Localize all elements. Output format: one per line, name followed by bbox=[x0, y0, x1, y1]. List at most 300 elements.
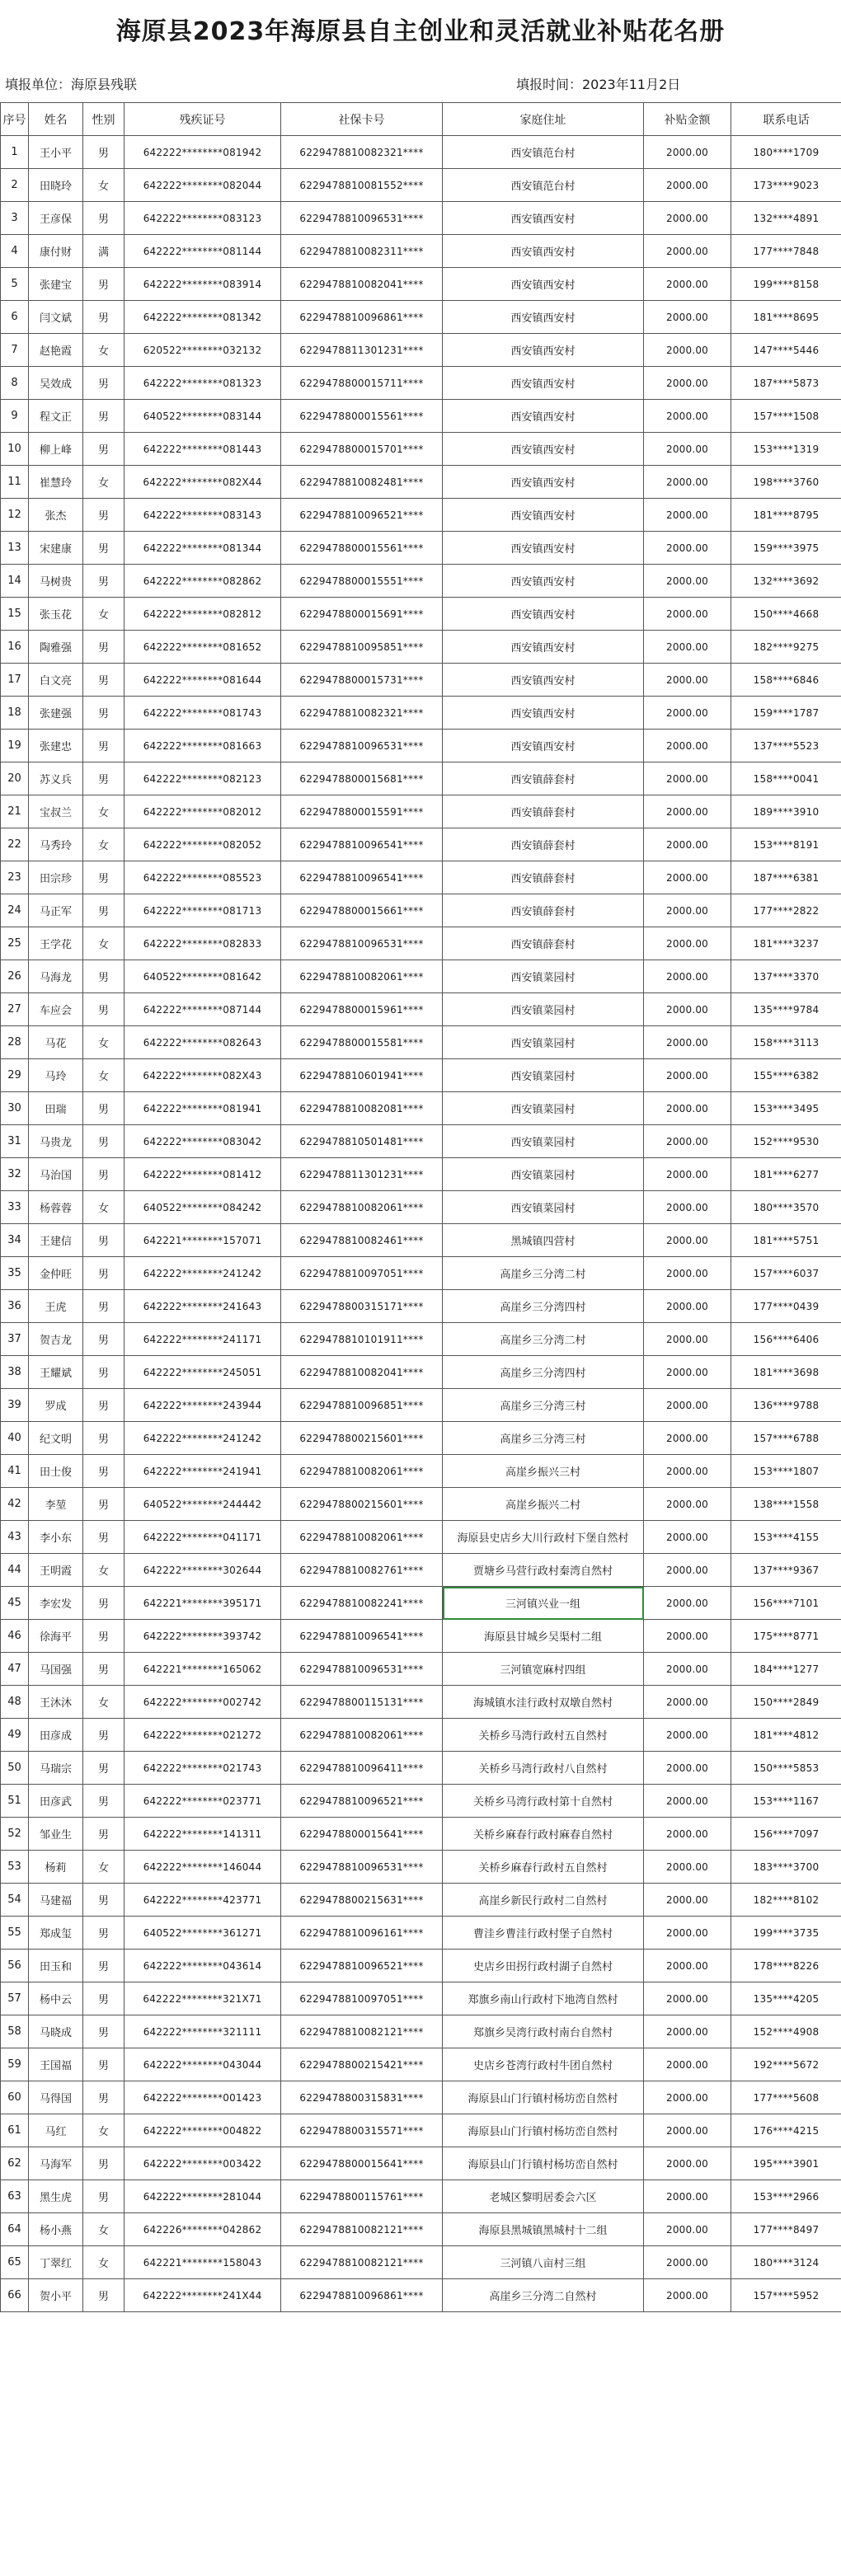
cell-address[interactable]: 三河镇八亩村三组 bbox=[443, 2246, 644, 2279]
cell-subsidy-amount[interactable]: 2000.00 bbox=[644, 235, 731, 268]
cell-disability-id[interactable]: 642222********082833 bbox=[125, 927, 281, 960]
cell-disability-id[interactable]: 640522********244442 bbox=[125, 1488, 281, 1521]
cell-phone[interactable]: 158****6846 bbox=[731, 664, 841, 697]
cell-name[interactable]: 张建忠 bbox=[29, 730, 83, 762]
cell-disability-id[interactable]: 642222********082X43 bbox=[125, 1059, 281, 1092]
cell-subsidy-amount[interactable]: 2000.00 bbox=[644, 2015, 731, 2048]
cell-address[interactable]: 西安镇范台村 bbox=[443, 136, 644, 169]
cell-phone[interactable]: 198****3760 bbox=[731, 466, 841, 499]
cell-gender[interactable]: 男 bbox=[83, 1323, 125, 1356]
header-disability-id[interactable]: 残疾证号 bbox=[125, 103, 281, 136]
cell-social-security-card[interactable]: 6229478810082311**** bbox=[281, 235, 443, 268]
cell-index[interactable]: 15 bbox=[1, 598, 29, 631]
cell-phone[interactable]: 181****5751 bbox=[731, 1224, 841, 1257]
cell-address[interactable]: 高崖乡三分湾二自然村 bbox=[443, 2279, 644, 2312]
cell-name[interactable]: 田士俊 bbox=[29, 1455, 83, 1488]
cell-subsidy-amount[interactable]: 2000.00 bbox=[644, 1587, 731, 1620]
cell-phone[interactable]: 184****1277 bbox=[731, 1653, 841, 1686]
cell-phone[interactable]: 199****3735 bbox=[731, 1917, 841, 1950]
cell-index[interactable]: 9 bbox=[1, 400, 29, 433]
cell-index[interactable]: 8 bbox=[1, 367, 29, 400]
cell-disability-id[interactable]: 642222********082X44 bbox=[125, 466, 281, 499]
cell-social-security-card[interactable]: 6229478800315571**** bbox=[281, 2114, 443, 2147]
cell-name[interactable]: 杨蓉蓉 bbox=[29, 1191, 83, 1224]
header-social-security-card[interactable]: 社保卡号 bbox=[281, 103, 443, 136]
cell-disability-id[interactable]: 642222********281044 bbox=[125, 2180, 281, 2213]
cell-name[interactable]: 贺吉龙 bbox=[29, 1323, 83, 1356]
cell-subsidy-amount[interactable]: 2000.00 bbox=[644, 301, 731, 334]
cell-subsidy-amount[interactable]: 2000.00 bbox=[644, 1488, 731, 1521]
cell-gender[interactable]: 男 bbox=[83, 1620, 125, 1653]
cell-phone[interactable]: 136****9788 bbox=[731, 1389, 841, 1422]
cell-gender[interactable]: 男 bbox=[83, 1950, 125, 1982]
cell-gender[interactable]: 男 bbox=[83, 960, 125, 993]
cell-subsidy-amount[interactable]: 2000.00 bbox=[644, 433, 731, 466]
cell-disability-id[interactable]: 642222********081942 bbox=[125, 136, 281, 169]
cell-address[interactable]: 高崖乡三分湾四村 bbox=[443, 1290, 644, 1323]
cell-disability-id[interactable]: 642221********165062 bbox=[125, 1653, 281, 1686]
cell-index[interactable]: 34 bbox=[1, 1224, 29, 1257]
cell-phone[interactable]: 173****9023 bbox=[731, 169, 841, 202]
cell-disability-id[interactable]: 640522********084242 bbox=[125, 1191, 281, 1224]
cell-address[interactable]: 西安镇西安村 bbox=[443, 664, 644, 697]
cell-index[interactable]: 55 bbox=[1, 1917, 29, 1950]
cell-gender[interactable]: 女 bbox=[83, 1191, 125, 1224]
cell-social-security-card[interactable]: 6229478810082061**** bbox=[281, 960, 443, 993]
cell-subsidy-amount[interactable]: 2000.00 bbox=[644, 1026, 731, 1059]
cell-index[interactable]: 63 bbox=[1, 2180, 29, 2213]
cell-index[interactable]: 21 bbox=[1, 795, 29, 828]
cell-social-security-card[interactable]: 6229478810096541**** bbox=[281, 828, 443, 861]
cell-subsidy-amount[interactable]: 2000.00 bbox=[644, 1257, 731, 1290]
cell-social-security-card[interactable]: 6229478800015591**** bbox=[281, 795, 443, 828]
cell-disability-id[interactable]: 642222********087144 bbox=[125, 993, 281, 1026]
cell-disability-id[interactable]: 642222********321X71 bbox=[125, 1982, 281, 2015]
cell-address[interactable]: 西安镇西安村 bbox=[443, 367, 644, 400]
cell-gender[interactable]: 男 bbox=[83, 1356, 125, 1389]
cell-index[interactable]: 24 bbox=[1, 894, 29, 927]
cell-address[interactable]: 关桥乡马湾行政村八自然村 bbox=[443, 1752, 644, 1785]
cell-gender[interactable]: 男 bbox=[83, 1422, 125, 1455]
cell-index[interactable]: 40 bbox=[1, 1422, 29, 1455]
cell-gender[interactable]: 男 bbox=[83, 1884, 125, 1917]
cell-gender[interactable]: 男 bbox=[83, 1818, 125, 1851]
cell-name[interactable]: 柳上峰 bbox=[29, 433, 83, 466]
cell-social-security-card[interactable]: 6229478800215631**** bbox=[281, 1884, 443, 1917]
cell-address[interactable]: 西安镇范台村 bbox=[443, 169, 644, 202]
cell-social-security-card[interactable]: 6229478810082061**** bbox=[281, 1191, 443, 1224]
cell-social-security-card[interactable]: 6229478810096861**** bbox=[281, 2279, 443, 2312]
cell-subsidy-amount[interactable]: 2000.00 bbox=[644, 1389, 731, 1422]
cell-address[interactable]: 西安镇西安村 bbox=[443, 697, 644, 730]
cell-address[interactable]: 海原县黑城镇黑城村十二组 bbox=[443, 2213, 644, 2246]
cell-phone[interactable]: 156****7101 bbox=[731, 1587, 841, 1620]
cell-gender[interactable]: 女 bbox=[83, 1686, 125, 1719]
cell-name[interactable]: 郑成玺 bbox=[29, 1917, 83, 1950]
cell-subsidy-amount[interactable]: 2000.00 bbox=[644, 1455, 731, 1488]
cell-gender[interactable]: 男 bbox=[83, 2015, 125, 2048]
cell-index[interactable]: 19 bbox=[1, 730, 29, 762]
cell-phone[interactable]: 153****4155 bbox=[731, 1521, 841, 1554]
cell-subsidy-amount[interactable]: 2000.00 bbox=[644, 1521, 731, 1554]
cell-disability-id[interactable]: 642222********081941 bbox=[125, 1092, 281, 1125]
cell-subsidy-amount[interactable]: 2000.00 bbox=[644, 762, 731, 795]
cell-phone[interactable]: 177****2822 bbox=[731, 894, 841, 927]
cell-phone[interactable]: 153****2966 bbox=[731, 2180, 841, 2213]
cell-disability-id[interactable]: 642222********146044 bbox=[125, 1851, 281, 1884]
cell-name[interactable]: 贺小平 bbox=[29, 2279, 83, 2312]
cell-social-security-card[interactable]: 6229478800115131**** bbox=[281, 1686, 443, 1719]
cell-subsidy-amount[interactable]: 2000.00 bbox=[644, 367, 731, 400]
cell-disability-id[interactable]: 642222********081644 bbox=[125, 664, 281, 697]
header-subsidy-amount[interactable]: 补贴金额 bbox=[644, 103, 731, 136]
cell-gender[interactable]: 男 bbox=[83, 1092, 125, 1125]
cell-gender[interactable]: 男 bbox=[83, 894, 125, 927]
cell-disability-id[interactable]: 642222********082052 bbox=[125, 828, 281, 861]
cell-social-security-card[interactable]: 6229478800215601**** bbox=[281, 1422, 443, 1455]
cell-gender[interactable]: 女 bbox=[83, 2213, 125, 2246]
cell-gender[interactable]: 男 bbox=[83, 202, 125, 235]
cell-subsidy-amount[interactable]: 2000.00 bbox=[644, 664, 731, 697]
cell-name[interactable]: 马正军 bbox=[29, 894, 83, 927]
cell-name[interactable]: 张玉花 bbox=[29, 598, 83, 631]
cell-social-security-card[interactable]: 6229478810082481**** bbox=[281, 466, 443, 499]
cell-address[interactable]: 西安镇菜园村 bbox=[443, 1125, 644, 1158]
cell-address[interactable]: 西安镇西安村 bbox=[443, 598, 644, 631]
cell-disability-id[interactable]: 642222********393742 bbox=[125, 1620, 281, 1653]
cell-subsidy-amount[interactable]: 2000.00 bbox=[644, 1950, 731, 1982]
cell-disability-id[interactable]: 642222********043614 bbox=[125, 1950, 281, 1982]
cell-phone[interactable]: 178****8226 bbox=[731, 1950, 841, 1982]
cell-disability-id[interactable]: 642221********395171 bbox=[125, 1587, 281, 1620]
cell-subsidy-amount[interactable]: 2000.00 bbox=[644, 1356, 731, 1389]
cell-address[interactable]: 西安镇薛套村 bbox=[443, 927, 644, 960]
cell-name[interactable]: 杨小燕 bbox=[29, 2213, 83, 2246]
cell-disability-id[interactable]: 642222********041171 bbox=[125, 1521, 281, 1554]
cell-subsidy-amount[interactable]: 2000.00 bbox=[644, 730, 731, 762]
cell-address[interactable]: 郑旗乡吴湾行政村南台自然村 bbox=[443, 2015, 644, 2048]
cell-address[interactable]: 西安镇西安村 bbox=[443, 466, 644, 499]
cell-gender[interactable]: 女 bbox=[83, 466, 125, 499]
cell-name[interactable]: 苏义兵 bbox=[29, 762, 83, 795]
cell-social-security-card[interactable]: 6229478810096521**** bbox=[281, 499, 443, 532]
cell-phone[interactable]: 138****1558 bbox=[731, 1488, 841, 1521]
cell-phone[interactable]: 187****5873 bbox=[731, 367, 841, 400]
cell-gender[interactable]: 男 bbox=[83, 2180, 125, 2213]
cell-phone[interactable]: 153****1167 bbox=[731, 1785, 841, 1818]
cell-phone[interactable]: 150****5853 bbox=[731, 1752, 841, 1785]
cell-name[interactable]: 李宏发 bbox=[29, 1587, 83, 1620]
cell-subsidy-amount[interactable]: 2000.00 bbox=[644, 1059, 731, 1092]
cell-gender[interactable]: 男 bbox=[83, 1290, 125, 1323]
cell-subsidy-amount[interactable]: 2000.00 bbox=[644, 532, 731, 565]
cell-name[interactable]: 杨中云 bbox=[29, 1982, 83, 2015]
cell-social-security-card[interactable]: 6229478810096521**** bbox=[281, 1950, 443, 1982]
cell-index[interactable]: 31 bbox=[1, 1125, 29, 1158]
cell-phone[interactable]: 147****5446 bbox=[731, 334, 841, 367]
cell-index[interactable]: 47 bbox=[1, 1653, 29, 1686]
cell-subsidy-amount[interactable]: 2000.00 bbox=[644, 2180, 731, 2213]
cell-disability-id[interactable]: 642222********023771 bbox=[125, 1785, 281, 1818]
cell-index[interactable]: 17 bbox=[1, 664, 29, 697]
cell-name[interactable]: 崔慧玲 bbox=[29, 466, 83, 499]
cell-social-security-card[interactable]: 6229478800315171**** bbox=[281, 1290, 443, 1323]
cell-subsidy-amount[interactable]: 2000.00 bbox=[644, 993, 731, 1026]
cell-index[interactable]: 45 bbox=[1, 1587, 29, 1620]
cell-disability-id[interactable]: 642222********241941 bbox=[125, 1455, 281, 1488]
cell-subsidy-amount[interactable]: 2000.00 bbox=[644, 2048, 731, 2081]
cell-name[interactable]: 马治国 bbox=[29, 1158, 83, 1191]
cell-index[interactable]: 33 bbox=[1, 1191, 29, 1224]
cell-address[interactable]: 海原县山门行镇村杨坊峦自然村 bbox=[443, 2147, 644, 2180]
cell-name[interactable]: 丁翠红 bbox=[29, 2246, 83, 2279]
cell-social-security-card[interactable]: 6229478810082321**** bbox=[281, 136, 443, 169]
cell-disability-id[interactable]: 642222********081412 bbox=[125, 1158, 281, 1191]
cell-phone[interactable]: 189****3910 bbox=[731, 795, 841, 828]
cell-index[interactable]: 5 bbox=[1, 268, 29, 301]
cell-subsidy-amount[interactable]: 2000.00 bbox=[644, 960, 731, 993]
cell-address[interactable]: 西安镇薛套村 bbox=[443, 828, 644, 861]
cell-phone[interactable]: 137****9367 bbox=[731, 1554, 841, 1587]
cell-address[interactable]: 西安镇西安村 bbox=[443, 301, 644, 334]
cell-social-security-card[interactable]: 6229478800015641**** bbox=[281, 2147, 443, 2180]
cell-subsidy-amount[interactable]: 2000.00 bbox=[644, 2213, 731, 2246]
cell-gender[interactable]: 女 bbox=[83, 169, 125, 202]
cell-name[interactable]: 车应会 bbox=[29, 993, 83, 1026]
cell-index[interactable]: 43 bbox=[1, 1521, 29, 1554]
cell-index[interactable]: 52 bbox=[1, 1818, 29, 1851]
cell-social-security-card[interactable]: 6229478800015711**** bbox=[281, 367, 443, 400]
cell-name[interactable]: 马秀玲 bbox=[29, 828, 83, 861]
cell-phone[interactable]: 135****9784 bbox=[731, 993, 841, 1026]
cell-name[interactable]: 邹业生 bbox=[29, 1818, 83, 1851]
cell-social-security-card[interactable]: 6229478810096411**** bbox=[281, 1752, 443, 1785]
cell-name[interactable]: 李小东 bbox=[29, 1521, 83, 1554]
cell-gender[interactable]: 男 bbox=[83, 2081, 125, 2114]
cell-subsidy-amount[interactable]: 2000.00 bbox=[644, 2147, 731, 2180]
cell-phone[interactable]: 181****3237 bbox=[731, 927, 841, 960]
cell-disability-id[interactable]: 642222********241242 bbox=[125, 1422, 281, 1455]
cell-disability-id[interactable]: 642222********241171 bbox=[125, 1323, 281, 1356]
cell-disability-id[interactable]: 642222********241242 bbox=[125, 1257, 281, 1290]
cell-gender[interactable]: 男 bbox=[83, 1521, 125, 1554]
cell-phone[interactable]: 180****3570 bbox=[731, 1191, 841, 1224]
cell-index[interactable]: 7 bbox=[1, 334, 29, 367]
cell-name[interactable]: 田玉和 bbox=[29, 1950, 83, 1982]
cell-name[interactable]: 王小平 bbox=[29, 136, 83, 169]
cell-disability-id[interactable]: 642221********157071 bbox=[125, 1224, 281, 1257]
cell-gender[interactable]: 男 bbox=[83, 993, 125, 1026]
cell-gender[interactable]: 男 bbox=[83, 268, 125, 301]
cell-subsidy-amount[interactable]: 2000.00 bbox=[644, 2279, 731, 2312]
cell-phone[interactable]: 180****3124 bbox=[731, 2246, 841, 2279]
cell-index[interactable]: 64 bbox=[1, 2213, 29, 2246]
cell-index[interactable]: 42 bbox=[1, 1488, 29, 1521]
cell-phone[interactable]: 157****6788 bbox=[731, 1422, 841, 1455]
cell-disability-id[interactable]: 642222********081713 bbox=[125, 894, 281, 927]
cell-social-security-card[interactable]: 6229478810096161**** bbox=[281, 1917, 443, 1950]
cell-address[interactable]: 西安镇菜园村 bbox=[443, 1191, 644, 1224]
cell-index[interactable]: 4 bbox=[1, 235, 29, 268]
cell-index[interactable]: 13 bbox=[1, 532, 29, 565]
cell-subsidy-amount[interactable]: 2000.00 bbox=[644, 795, 731, 828]
cell-social-security-card[interactable]: 6229478811301231**** bbox=[281, 334, 443, 367]
cell-index[interactable]: 16 bbox=[1, 631, 29, 664]
cell-address[interactable]: 西安镇菜园村 bbox=[443, 993, 644, 1026]
cell-index[interactable]: 29 bbox=[1, 1059, 29, 1092]
cell-address[interactable]: 海原县史店乡大川行政村下堡自然村 bbox=[443, 1521, 644, 1554]
cell-disability-id[interactable]: 642222********085523 bbox=[125, 861, 281, 894]
cell-address[interactable]: 西安镇西安村 bbox=[443, 631, 644, 664]
cell-subsidy-amount[interactable]: 2000.00 bbox=[644, 861, 731, 894]
cell-subsidy-amount[interactable]: 2000.00 bbox=[644, 1125, 731, 1158]
cell-phone[interactable]: 153****8191 bbox=[731, 828, 841, 861]
cell-index[interactable]: 18 bbox=[1, 697, 29, 730]
cell-name[interactable]: 马国强 bbox=[29, 1653, 83, 1686]
cell-address[interactable]: 海原县山门行镇村杨坊峦自然村 bbox=[443, 2114, 644, 2147]
cell-address[interactable]: 西安镇菜园村 bbox=[443, 1059, 644, 1092]
cell-index[interactable]: 57 bbox=[1, 1982, 29, 2015]
cell-address[interactable]: 西安镇西安村 bbox=[443, 532, 644, 565]
cell-index[interactable]: 1 bbox=[1, 136, 29, 169]
cell-disability-id[interactable]: 642226********042862 bbox=[125, 2213, 281, 2246]
cell-gender[interactable]: 男 bbox=[83, 301, 125, 334]
cell-phone[interactable]: 157****6037 bbox=[731, 1257, 841, 1290]
cell-index[interactable]: 61 bbox=[1, 2114, 29, 2147]
cell-gender[interactable]: 男 bbox=[83, 565, 125, 598]
cell-gender[interactable]: 男 bbox=[83, 2147, 125, 2180]
cell-address[interactable]: 西安镇菜园村 bbox=[443, 1026, 644, 1059]
cell-social-security-card[interactable]: 6229478800015731**** bbox=[281, 664, 443, 697]
cell-address[interactable]: 西安镇西安村 bbox=[443, 202, 644, 235]
cell-phone[interactable]: 159****1787 bbox=[731, 697, 841, 730]
cell-name[interactable]: 马瑞宗 bbox=[29, 1752, 83, 1785]
cell-disability-id[interactable]: 642222********081144 bbox=[125, 235, 281, 268]
cell-index[interactable]: 12 bbox=[1, 499, 29, 532]
cell-disability-id[interactable]: 642222********083143 bbox=[125, 499, 281, 532]
cell-name[interactable]: 徐海平 bbox=[29, 1620, 83, 1653]
cell-social-security-card[interactable]: 6229478810082121**** bbox=[281, 2246, 443, 2279]
cell-index[interactable]: 49 bbox=[1, 1719, 29, 1752]
cell-name[interactable]: 王明霞 bbox=[29, 1554, 83, 1587]
cell-disability-id[interactable]: 642222********081443 bbox=[125, 433, 281, 466]
cell-social-security-card[interactable]: 6229478810097051**** bbox=[281, 1257, 443, 1290]
cell-address[interactable]: 西安镇西安村 bbox=[443, 268, 644, 301]
cell-index[interactable]: 35 bbox=[1, 1257, 29, 1290]
cell-social-security-card[interactable]: 6229478810101911**** bbox=[281, 1323, 443, 1356]
cell-social-security-card[interactable]: 6229478800015561**** bbox=[281, 400, 443, 433]
cell-disability-id[interactable]: 642222********021743 bbox=[125, 1752, 281, 1785]
cell-subsidy-amount[interactable]: 2000.00 bbox=[644, 1818, 731, 1851]
cell-name[interactable]: 宋建康 bbox=[29, 532, 83, 565]
cell-subsidy-amount[interactable]: 2000.00 bbox=[644, 927, 731, 960]
cell-phone[interactable]: 181****3698 bbox=[731, 1356, 841, 1389]
cell-index[interactable]: 22 bbox=[1, 828, 29, 861]
cell-name[interactable]: 张杰 bbox=[29, 499, 83, 532]
cell-social-security-card[interactable]: 6229478800015641**** bbox=[281, 1818, 443, 1851]
cell-name[interactable]: 田彦武 bbox=[29, 1785, 83, 1818]
cell-social-security-card[interactable]: 6229478810096541**** bbox=[281, 861, 443, 894]
cell-name[interactable]: 吴效成 bbox=[29, 367, 83, 400]
cell-social-security-card[interactable]: 6229478800015561**** bbox=[281, 532, 443, 565]
cell-disability-id[interactable]: 642222********081344 bbox=[125, 532, 281, 565]
cell-index[interactable]: 37 bbox=[1, 1323, 29, 1356]
cell-name[interactable]: 田彦成 bbox=[29, 1719, 83, 1752]
cell-name[interactable]: 杨莉 bbox=[29, 1851, 83, 1884]
cell-subsidy-amount[interactable]: 2000.00 bbox=[644, 400, 731, 433]
cell-gender[interactable]: 男 bbox=[83, 367, 125, 400]
cell-name[interactable]: 宝叔兰 bbox=[29, 795, 83, 828]
cell-gender[interactable]: 男 bbox=[83, 2048, 125, 2081]
cell-address[interactable]: 史店乡田拐行政村湖子自然村 bbox=[443, 1950, 644, 1982]
cell-subsidy-amount[interactable]: 2000.00 bbox=[644, 828, 731, 861]
cell-disability-id[interactable]: 642222********423771 bbox=[125, 1884, 281, 1917]
cell-phone[interactable]: 155****6382 bbox=[731, 1059, 841, 1092]
cell-index[interactable]: 53 bbox=[1, 1851, 29, 1884]
cell-address[interactable]: 老城区黎明居委会六区 bbox=[443, 2180, 644, 2213]
cell-gender[interactable]: 男 bbox=[83, 1257, 125, 1290]
cell-phone[interactable]: 153****3495 bbox=[731, 1092, 841, 1125]
cell-name[interactable]: 马树贵 bbox=[29, 565, 83, 598]
cell-gender[interactable]: 女 bbox=[83, 2114, 125, 2147]
cell-address[interactable]: 海城镇水洼行政村双墩自然村 bbox=[443, 1686, 644, 1719]
cell-gender[interactable]: 女 bbox=[83, 1026, 125, 1059]
cell-disability-id[interactable]: 642222********321111 bbox=[125, 2015, 281, 2048]
cell-index[interactable]: 2 bbox=[1, 169, 29, 202]
cell-gender[interactable]: 男 bbox=[83, 1719, 125, 1752]
cell-gender[interactable]: 女 bbox=[83, 1851, 125, 1884]
cell-social-security-card[interactable]: 6229478800015581**** bbox=[281, 1026, 443, 1059]
cell-disability-id[interactable]: 642222********245051 bbox=[125, 1356, 281, 1389]
cell-address[interactable]: 高崖乡新民行政村二自然村 bbox=[443, 1884, 644, 1917]
cell-address[interactable]: 西安镇菜园村 bbox=[443, 1158, 644, 1191]
cell-address[interactable]: 西安镇薛套村 bbox=[443, 795, 644, 828]
cell-social-security-card[interactable]: 6229478810096851**** bbox=[281, 1389, 443, 1422]
cell-phone[interactable]: 177****7848 bbox=[731, 235, 841, 268]
cell-phone[interactable]: 150****2849 bbox=[731, 1686, 841, 1719]
cell-disability-id[interactable]: 642222********043044 bbox=[125, 2048, 281, 2081]
cell-address[interactable]: 海原县甘城乡吴渠村二组 bbox=[443, 1620, 644, 1653]
cell-social-security-card[interactable]: 6229478810082121**** bbox=[281, 2213, 443, 2246]
cell-disability-id[interactable]: 642222********081663 bbox=[125, 730, 281, 762]
cell-subsidy-amount[interactable]: 2000.00 bbox=[644, 1290, 731, 1323]
cell-address[interactable]: 西安镇西安村 bbox=[443, 730, 644, 762]
cell-address[interactable]: 贾塘乡马营行政村秦湾自然村 bbox=[443, 1554, 644, 1587]
cell-disability-id[interactable]: 642222********083123 bbox=[125, 202, 281, 235]
cell-phone[interactable]: 137****5523 bbox=[731, 730, 841, 762]
cell-disability-id[interactable]: 620522********032132 bbox=[125, 334, 281, 367]
cell-address[interactable]: 关桥乡麻春行政村麻春自然村 bbox=[443, 1818, 644, 1851]
cell-social-security-card[interactable]: 6229478810082241**** bbox=[281, 1587, 443, 1620]
cell-address[interactable]: 西安镇菜园村 bbox=[443, 960, 644, 993]
cell-phone[interactable]: 156****6406 bbox=[731, 1323, 841, 1356]
cell-phone[interactable]: 181****4812 bbox=[731, 1719, 841, 1752]
cell-subsidy-amount[interactable]: 2000.00 bbox=[644, 598, 731, 631]
cell-gender[interactable]: 男 bbox=[83, 631, 125, 664]
cell-name[interactable]: 张建宝 bbox=[29, 268, 83, 301]
cell-gender[interactable]: 男 bbox=[83, 730, 125, 762]
cell-disability-id[interactable]: 642222********243944 bbox=[125, 1389, 281, 1422]
cell-phone[interactable]: 192****5672 bbox=[731, 2048, 841, 2081]
cell-phone[interactable]: 182****9275 bbox=[731, 631, 841, 664]
header-phone[interactable]: 联系电话 bbox=[731, 103, 841, 136]
cell-subsidy-amount[interactable]: 2000.00 bbox=[644, 2081, 731, 2114]
cell-address[interactable]: 史店乡苍湾行政村牛团自然村 bbox=[443, 2048, 644, 2081]
cell-phone[interactable]: 153****1807 bbox=[731, 1455, 841, 1488]
cell-name[interactable]: 张建强 bbox=[29, 697, 83, 730]
cell-address[interactable]: 西安镇西安村 bbox=[443, 235, 644, 268]
cell-disability-id[interactable]: 642222********021272 bbox=[125, 1719, 281, 1752]
